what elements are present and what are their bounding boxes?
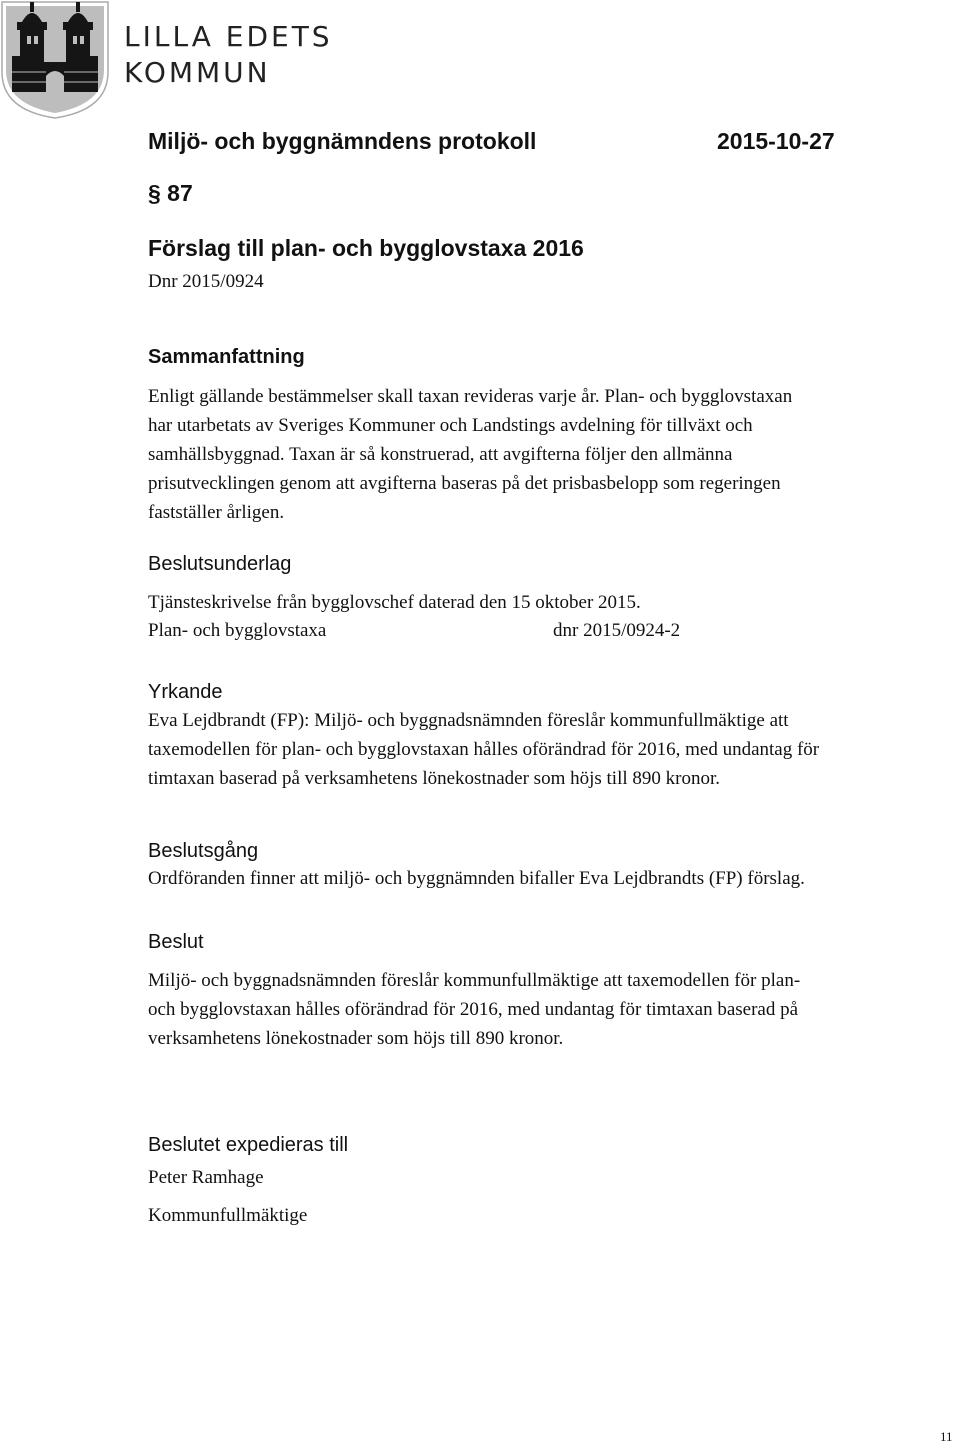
recipient-1: Peter Ramhage — [148, 1167, 264, 1188]
section-heading-sammanfattning: Sammanfattning — [148, 346, 305, 368]
beslutsunderlag-document: Tjänsteskrivelse från bygglovschef daterad den 15 oktober 2015. — [148, 592, 641, 613]
section-heading-beslut: Beslut — [148, 931, 204, 953]
yrkande-text: Eva Lejdbrandt (FP): Miljö- och byggnadsnämnden föreslår kommunfullmäktige att taxemodellen för plan- och bygglovstaxan hålles oförändrad för 2016, med undantag för timtaxan baserad på verksamhetens lönekostnader som höjs till 890 kronor. — [148, 710, 820, 789]
section-heading-beslutsgang: Beslutsgång — [148, 840, 259, 862]
paragraph-number: § 87 — [148, 180, 193, 206]
coat-of-arms-icon — [0, 0, 110, 120]
logo-text-line1: LILLA EDETS — [124, 20, 333, 53]
beslutsunderlag-doc-dnr: dnr 2015/0924-2 — [553, 620, 681, 641]
recipient-2: Kommunfullmäktige — [148, 1205, 308, 1226]
beslutsgang-text: Ordföranden finner att miljö- och byggnämnden bifaller Eva Lejdbrandts (FP) förslag. — [148, 868, 805, 889]
sammanfattning-text: Enligt gällande bestämmelser skall taxan revideras varje år. Plan- och bygglovstaxan har utarbetats av Sveriges Kommuner och Landstings avdelning för tillväxt och samhällsbyggnad. Taxan är så konstruerad, att avgifterna följer den allmänna prisutvecklingen genom att avgifterna baseras på det prisbasbelopp som regeringen fastställer årligen. — [148, 386, 793, 523]
section-heading-yrkande: Yrkande — [148, 681, 223, 703]
municipality-logo — [0, 0, 333, 120]
beslut-text: Miljö- och byggnadsnämnden föreslår kommunfullmäktige att taxemodellen för plan- och bygglovstaxan hålles oförändrad för 2016, med undantag för timtaxan baserad på verksamhetens lönekostnader som höjs till 890 kronor. — [148, 970, 801, 1049]
page-number: 11 — [940, 1429, 953, 1444]
protocol-title: Miljö- och byggnämndens protokoll — [148, 128, 537, 154]
case-dnr: Dnr 2015/0924 — [148, 271, 264, 292]
beslutsunderlag-doc-name: Plan- och bygglovstaxa — [148, 620, 327, 641]
logo-text-line2: KOMMUN — [124, 56, 271, 89]
protocol-date: 2015-10-27 — [717, 128, 835, 154]
section-heading-beslutsunderlag: Beslutsunderlag — [148, 553, 292, 575]
section-heading-expedieras: Beslutet expedieras till — [148, 1134, 349, 1156]
case-title: Förslag till plan- och bygglovstaxa 2016 — [148, 235, 584, 261]
